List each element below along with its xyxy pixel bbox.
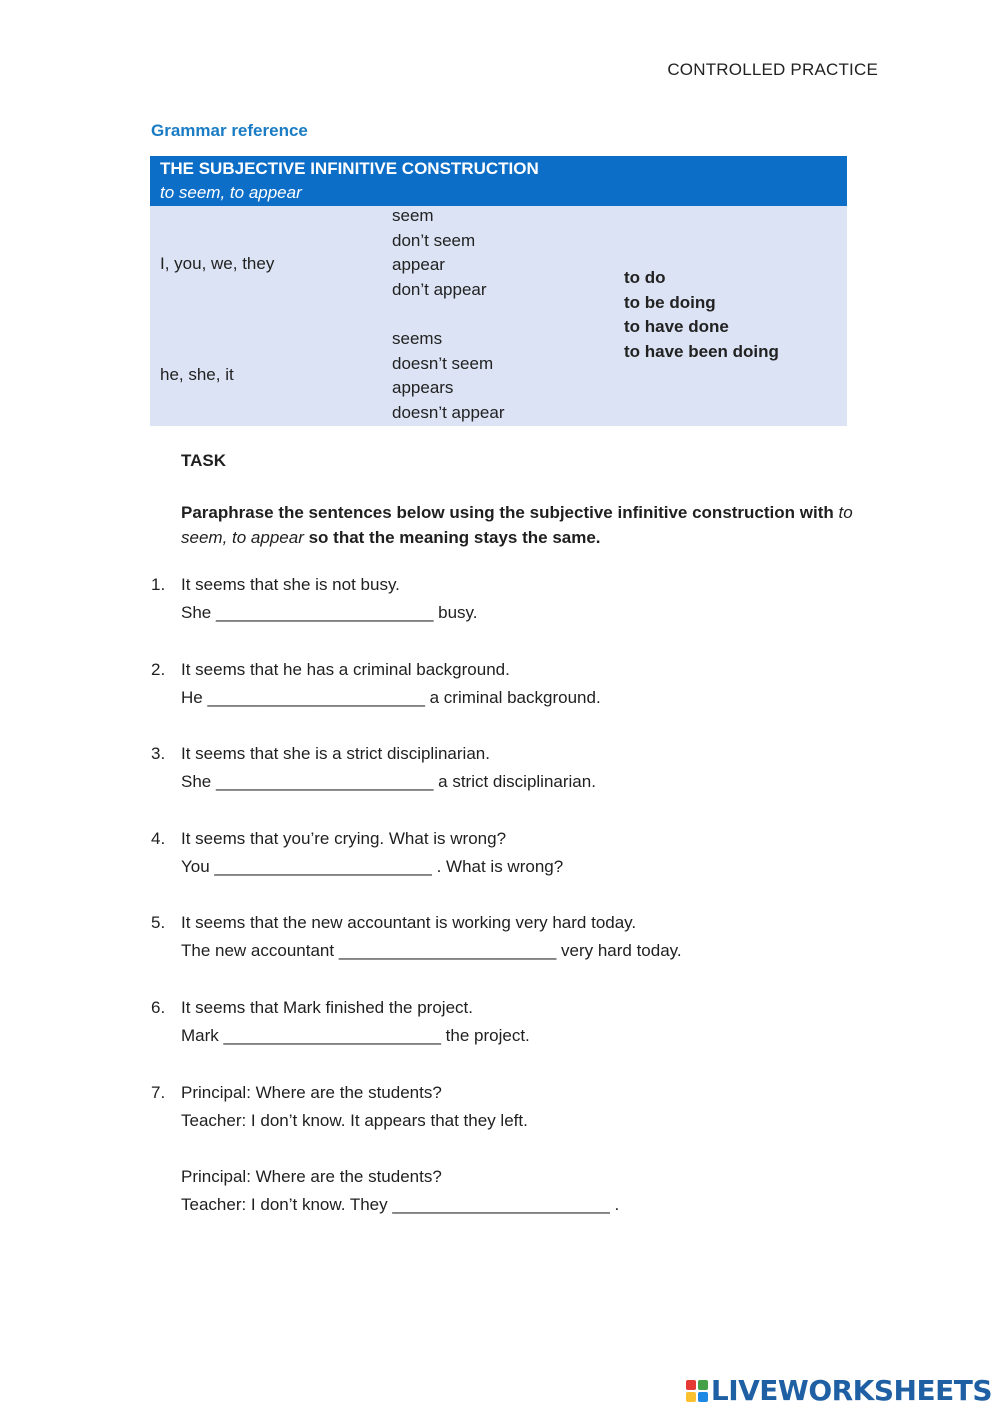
exercise-number: 4. — [151, 829, 166, 848]
verb-form: doesn’t appear — [392, 402, 505, 422]
liveworksheets-logo-text: LIVEWORKSHEETS — [710, 1374, 992, 1407]
dialogue-line: Teacher: I don’t know. It appears that they left. — [181, 1111, 528, 1130]
exercise-answer-line[interactable]: The new accountant _______________________ very hard today. — [181, 941, 682, 960]
exercise-item — [151, 994, 530, 1050]
liveworksheets-logo-icon — [686, 1380, 708, 1402]
pronouns-plural: I, you, we, they — [160, 254, 275, 273]
task-instruction — [181, 500, 901, 550]
grammar-reference-label: Grammar reference — [151, 121, 308, 140]
instruction-text-end: so that the meaning stays the same. — [308, 528, 601, 547]
grammar-table-body — [150, 206, 847, 426]
exercise-answer-line[interactable]: He _______________________ a criminal background. — [181, 688, 601, 707]
dialogue-line: Principal: Where are the students? — [181, 1167, 442, 1186]
infinitive-form: to have been doing — [624, 341, 779, 361]
verb-form: seem — [392, 206, 434, 225]
exercise-answer-line[interactable]: Mark _______________________ the project. — [181, 1026, 530, 1045]
exercise-answer-line[interactable]: She _______________________ a strict disciplinarian. — [181, 772, 596, 791]
verb-form: don’t appear — [392, 279, 487, 299]
grammar-table — [150, 156, 847, 426]
verb-form: seems — [392, 329, 443, 348]
section-header: CONTROLLED PRACTICE — [667, 60, 878, 79]
verbs-singular — [392, 327, 504, 425]
verb-form: doesn’t seem — [392, 353, 494, 373]
exercise-item — [151, 571, 478, 627]
verbs-plural — [392, 204, 487, 302]
exercise-answer-line[interactable]: You _______________________ . What is wrong? — [181, 857, 564, 876]
grammar-table-header — [150, 156, 847, 206]
exercise-number: 2. — [151, 660, 166, 679]
verb-form: appears — [392, 378, 454, 397]
exercise-number: 5. — [151, 913, 166, 932]
verb-form: appear — [392, 255, 445, 274]
infinitive-form: to do — [624, 268, 666, 287]
infinitive-forms — [624, 266, 779, 364]
exercise-item — [151, 1079, 619, 1219]
exercise-prompt: It seems that you’re crying. What is wrong? — [181, 829, 507, 848]
verb-form: don’t seem — [392, 230, 476, 250]
infinitive-form: to have done — [624, 317, 729, 336]
grammar-table-subtitle: to seem, to appear — [160, 183, 302, 202]
exercise-prompt: It seems that the new accountant is working very hard today. — [181, 913, 637, 932]
instruction-italic: to seem, to appear — [181, 503, 853, 547]
task-label: TASK — [181, 451, 227, 470]
exercise-item — [151, 909, 682, 965]
exercise-number: 3. — [151, 744, 166, 763]
exercise-number: 7. — [151, 1083, 166, 1102]
instruction-text: Paraphrase the sentences below using the subjective infinitive construction with — [181, 503, 834, 522]
exercise-item — [151, 740, 596, 796]
dialogue-line: Principal: Where are the students? — [181, 1083, 442, 1102]
exercise-number: 6. — [151, 998, 166, 1017]
liveworksheets-logo[interactable] — [686, 1374, 992, 1407]
exercise-answer-line[interactable]: Teacher: I don’t know. They _______________________ . — [181, 1195, 620, 1214]
infinitive-form: to be doing — [624, 292, 716, 312]
spacer — [181, 1135, 619, 1163]
exercise-item — [151, 656, 601, 712]
grammar-table-title: THE SUBJECTIVE INFINITIVE CONSTRUCTION — [160, 159, 539, 178]
exercise-number: 1. — [151, 575, 166, 594]
exercise-prompt: It seems that she is a strict disciplinarian. — [181, 744, 490, 763]
exercise-prompt: It seems that Mark finished the project. — [181, 998, 473, 1017]
pronouns-singular: he, she, it — [160, 365, 234, 384]
exercise-prompt: It seems that he has a criminal background. — [181, 660, 510, 679]
exercise-prompt: It seems that she is not busy. — [181, 575, 400, 594]
exercise-answer-line[interactable]: She _______________________ busy. — [181, 603, 478, 622]
exercise-item — [151, 825, 563, 881]
